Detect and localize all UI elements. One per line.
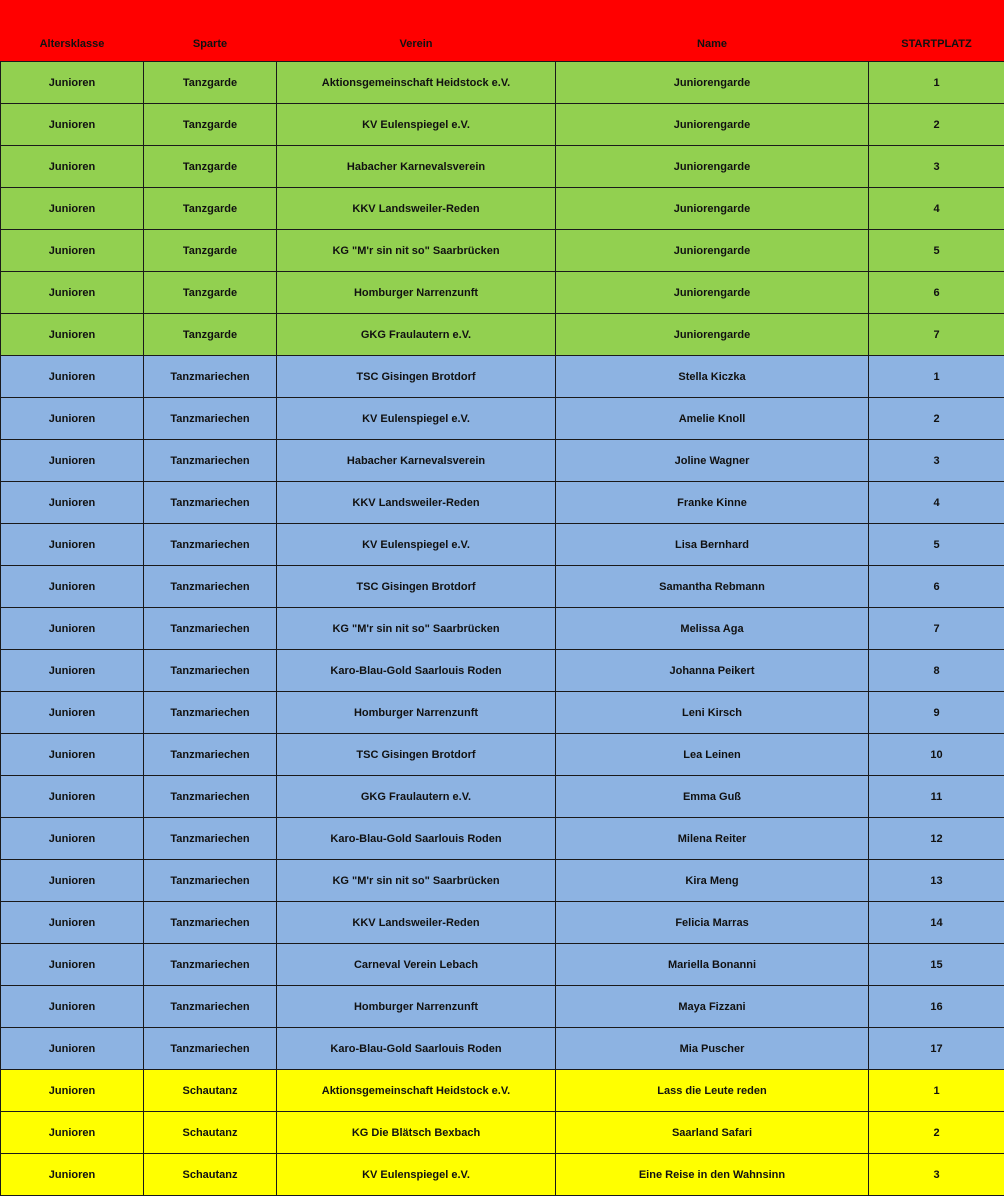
cell-verein: KV Eulenspiegel e.V. xyxy=(277,398,556,440)
cell-altersklasse: Junioren xyxy=(1,1112,144,1154)
cell-verein: KG "M'r sin nit so" Saarbrücken xyxy=(277,608,556,650)
cell-altersklasse: Junioren xyxy=(1,818,144,860)
cell-startplatz: 6 xyxy=(869,566,1004,608)
cell-verein: KG "M'r sin nit so" Saarbrücken xyxy=(277,230,556,272)
cell-startplatz: 9 xyxy=(869,692,1004,734)
cell-verein: KKV Landsweiler-Reden xyxy=(277,482,556,524)
cell-name: Juniorengarde xyxy=(556,188,869,230)
cell-startplatz: 1 xyxy=(869,62,1004,104)
cell-startplatz: 2 xyxy=(869,1112,1004,1154)
table-body xyxy=(1,62,1004,1196)
table-row xyxy=(1,314,1004,356)
cell-verein: GKG Fraulautern e.V. xyxy=(277,776,556,818)
cell-verein: Habacher Karnevalsverein xyxy=(277,440,556,482)
cell-verein: Habacher Karnevalsverein xyxy=(277,146,556,188)
cell-sparte: Tanzmariechen xyxy=(144,776,277,818)
table-row xyxy=(1,944,1004,986)
cell-startplatz: 2 xyxy=(869,398,1004,440)
cell-altersklasse: Junioren xyxy=(1,230,144,272)
table-row xyxy=(1,734,1004,776)
cell-name: Saarland Safari xyxy=(556,1112,869,1154)
table-row xyxy=(1,902,1004,944)
cell-name: Franke Kinne xyxy=(556,482,869,524)
cell-sparte: Tanzgarde xyxy=(144,272,277,314)
cell-startplatz: 14 xyxy=(869,902,1004,944)
table-row xyxy=(1,818,1004,860)
cell-altersklasse: Junioren xyxy=(1,188,144,230)
cell-name: Emma Guß xyxy=(556,776,869,818)
cell-name: Juniorengarde xyxy=(556,62,869,104)
cell-verein: Karo-Blau-Gold Saarlouis Roden xyxy=(277,818,556,860)
cell-startplatz: 3 xyxy=(869,440,1004,482)
cell-name: Amelie Knoll xyxy=(556,398,869,440)
table-row xyxy=(1,272,1004,314)
table-row xyxy=(1,230,1004,272)
cell-sparte: Tanzgarde xyxy=(144,146,277,188)
cell-verein: GKG Fraulautern e.V. xyxy=(277,314,556,356)
cell-verein: KKV Landsweiler-Reden xyxy=(277,902,556,944)
cell-sparte: Tanzgarde xyxy=(144,230,277,272)
cell-name: Milena Reiter xyxy=(556,818,869,860)
header-name: Name xyxy=(556,1,869,62)
table-row xyxy=(1,650,1004,692)
table-row xyxy=(1,608,1004,650)
cell-startplatz: 4 xyxy=(869,482,1004,524)
cell-sparte: Tanzmariechen xyxy=(144,902,277,944)
cell-altersklasse: Junioren xyxy=(1,776,144,818)
cell-altersklasse: Junioren xyxy=(1,272,144,314)
cell-startplatz: 1 xyxy=(869,356,1004,398)
cell-name: Lea Leinen xyxy=(556,734,869,776)
cell-altersklasse: Junioren xyxy=(1,314,144,356)
cell-name: Eine Reise in den Wahnsinn xyxy=(556,1154,869,1196)
header-sparte: Sparte xyxy=(144,1,277,62)
cell-sparte: Tanzmariechen xyxy=(144,860,277,902)
cell-startplatz: 2 xyxy=(869,104,1004,146)
cell-altersklasse: Junioren xyxy=(1,566,144,608)
cell-altersklasse: Junioren xyxy=(1,524,144,566)
cell-altersklasse: Junioren xyxy=(1,944,144,986)
cell-startplatz: 1 xyxy=(869,1070,1004,1112)
cell-name: Joline Wagner xyxy=(556,440,869,482)
cell-altersklasse: Junioren xyxy=(1,860,144,902)
cell-altersklasse: Junioren xyxy=(1,62,144,104)
cell-sparte: Tanzmariechen xyxy=(144,818,277,860)
cell-name: Felicia Marras xyxy=(556,902,869,944)
cell-sparte: Tanzmariechen xyxy=(144,692,277,734)
cell-startplatz: 15 xyxy=(869,944,1004,986)
cell-verein: Carneval Verein Lebach xyxy=(277,944,556,986)
cell-name: Kira Meng xyxy=(556,860,869,902)
cell-name: Juniorengarde xyxy=(556,314,869,356)
cell-startplatz: 6 xyxy=(869,272,1004,314)
cell-sparte: Tanzgarde xyxy=(144,104,277,146)
cell-sparte: Schautanz xyxy=(144,1070,277,1112)
cell-sparte: Tanzmariechen xyxy=(144,566,277,608)
header-altersklasse: Altersklasse xyxy=(1,1,144,62)
cell-verein: Homburger Narrenzunft xyxy=(277,272,556,314)
header-startplatz: STARTPLATZ xyxy=(869,1,1004,62)
cell-startplatz: 5 xyxy=(869,524,1004,566)
cell-verein: Karo-Blau-Gold Saarlouis Roden xyxy=(277,1028,556,1070)
cell-sparte: Tanzmariechen xyxy=(144,524,277,566)
cell-verein: KG "M'r sin nit so" Saarbrücken xyxy=(277,860,556,902)
table-row xyxy=(1,188,1004,230)
table-row xyxy=(1,1028,1004,1070)
table-row xyxy=(1,146,1004,188)
cell-sparte: Tanzmariechen xyxy=(144,608,277,650)
cell-sparte: Tanzgarde xyxy=(144,62,277,104)
cell-altersklasse: Junioren xyxy=(1,1028,144,1070)
cell-verein: KV Eulenspiegel e.V. xyxy=(277,524,556,566)
cell-startplatz: 13 xyxy=(869,860,1004,902)
cell-name: Maya Fizzani xyxy=(556,986,869,1028)
cell-verein: KKV Landsweiler-Reden xyxy=(277,188,556,230)
cell-altersklasse: Junioren xyxy=(1,356,144,398)
cell-startplatz: 16 xyxy=(869,986,1004,1028)
cell-startplatz: 10 xyxy=(869,734,1004,776)
table-row xyxy=(1,104,1004,146)
cell-startplatz: 3 xyxy=(869,1154,1004,1196)
table-row xyxy=(1,524,1004,566)
cell-verein: TSC Gisingen Brotdorf xyxy=(277,734,556,776)
cell-altersklasse: Junioren xyxy=(1,440,144,482)
cell-name: Melissa Aga xyxy=(556,608,869,650)
cell-altersklasse: Junioren xyxy=(1,1154,144,1196)
cell-verein: KV Eulenspiegel e.V. xyxy=(277,1154,556,1196)
cell-startplatz: 17 xyxy=(869,1028,1004,1070)
cell-name: Lass die Leute reden xyxy=(556,1070,869,1112)
cell-sparte: Tanzmariechen xyxy=(144,440,277,482)
cell-name: Juniorengarde xyxy=(556,146,869,188)
table-row xyxy=(1,356,1004,398)
table-row xyxy=(1,62,1004,104)
table-row xyxy=(1,440,1004,482)
cell-name: Juniorengarde xyxy=(556,104,869,146)
cell-sparte: Tanzmariechen xyxy=(144,1028,277,1070)
table-row xyxy=(1,398,1004,440)
cell-sparte: Tanzmariechen xyxy=(144,356,277,398)
cell-sparte: Tanzgarde xyxy=(144,188,277,230)
cell-sparte: Tanzmariechen xyxy=(144,986,277,1028)
cell-altersklasse: Junioren xyxy=(1,398,144,440)
header-row xyxy=(1,1,1004,62)
cell-verein: Aktionsgemeinschaft Heidstock e.V. xyxy=(277,1070,556,1112)
cell-altersklasse: Junioren xyxy=(1,650,144,692)
cell-sparte: Tanzmariechen xyxy=(144,944,277,986)
cell-name: Juniorengarde xyxy=(556,230,869,272)
cell-verein: KG Die Blätsch Bexbach xyxy=(277,1112,556,1154)
cell-startplatz: 8 xyxy=(869,650,1004,692)
cell-sparte: Schautanz xyxy=(144,1154,277,1196)
cell-name: Mariella Bonanni xyxy=(556,944,869,986)
table-row xyxy=(1,986,1004,1028)
cell-altersklasse: Junioren xyxy=(1,986,144,1028)
cell-startplatz: 5 xyxy=(869,230,1004,272)
cell-altersklasse: Junioren xyxy=(1,734,144,776)
cell-altersklasse: Junioren xyxy=(1,146,144,188)
cell-altersklasse: Junioren xyxy=(1,104,144,146)
cell-startplatz: 3 xyxy=(869,146,1004,188)
table-row xyxy=(1,860,1004,902)
cell-startplatz: 7 xyxy=(869,314,1004,356)
cell-startplatz: 11 xyxy=(869,776,1004,818)
table-row xyxy=(1,1112,1004,1154)
cell-name: Lisa Bernhard xyxy=(556,524,869,566)
cell-name: Johanna Peikert xyxy=(556,650,869,692)
cell-name: Juniorengarde xyxy=(556,272,869,314)
table-row xyxy=(1,1154,1004,1196)
header-verein: Verein xyxy=(277,1,556,62)
cell-sparte: Tanzmariechen xyxy=(144,734,277,776)
cell-altersklasse: Junioren xyxy=(1,1070,144,1112)
cell-verein: TSC Gisingen Brotdorf xyxy=(277,356,556,398)
cell-name: Mia Puscher xyxy=(556,1028,869,1070)
cell-startplatz: 12 xyxy=(869,818,1004,860)
table-row xyxy=(1,692,1004,734)
cell-verein: KV Eulenspiegel e.V. xyxy=(277,104,556,146)
cell-sparte: Schautanz xyxy=(144,1112,277,1154)
table-row xyxy=(1,1070,1004,1112)
cell-sparte: Tanzmariechen xyxy=(144,650,277,692)
cell-altersklasse: Junioren xyxy=(1,692,144,734)
cell-verein: TSC Gisingen Brotdorf xyxy=(277,566,556,608)
cell-name: Stella Kiczka xyxy=(556,356,869,398)
cell-altersklasse: Junioren xyxy=(1,608,144,650)
table-row xyxy=(1,776,1004,818)
cell-name: Samantha Rebmann xyxy=(556,566,869,608)
cell-verein: Aktionsgemeinschaft Heidstock e.V. xyxy=(277,62,556,104)
table-row xyxy=(1,482,1004,524)
cell-verein: Homburger Narrenzunft xyxy=(277,986,556,1028)
table-header xyxy=(1,1,1004,62)
cell-name: Leni Kirsch xyxy=(556,692,869,734)
cell-verein: Karo-Blau-Gold Saarlouis Roden xyxy=(277,650,556,692)
cell-sparte: Tanzgarde xyxy=(144,314,277,356)
cell-altersklasse: Junioren xyxy=(1,902,144,944)
cell-verein: Homburger Narrenzunft xyxy=(277,692,556,734)
table-row xyxy=(1,566,1004,608)
cell-altersklasse: Junioren xyxy=(1,482,144,524)
cell-startplatz: 4 xyxy=(869,188,1004,230)
cell-sparte: Tanzmariechen xyxy=(144,482,277,524)
cell-startplatz: 7 xyxy=(869,608,1004,650)
cell-sparte: Tanzmariechen xyxy=(144,398,277,440)
